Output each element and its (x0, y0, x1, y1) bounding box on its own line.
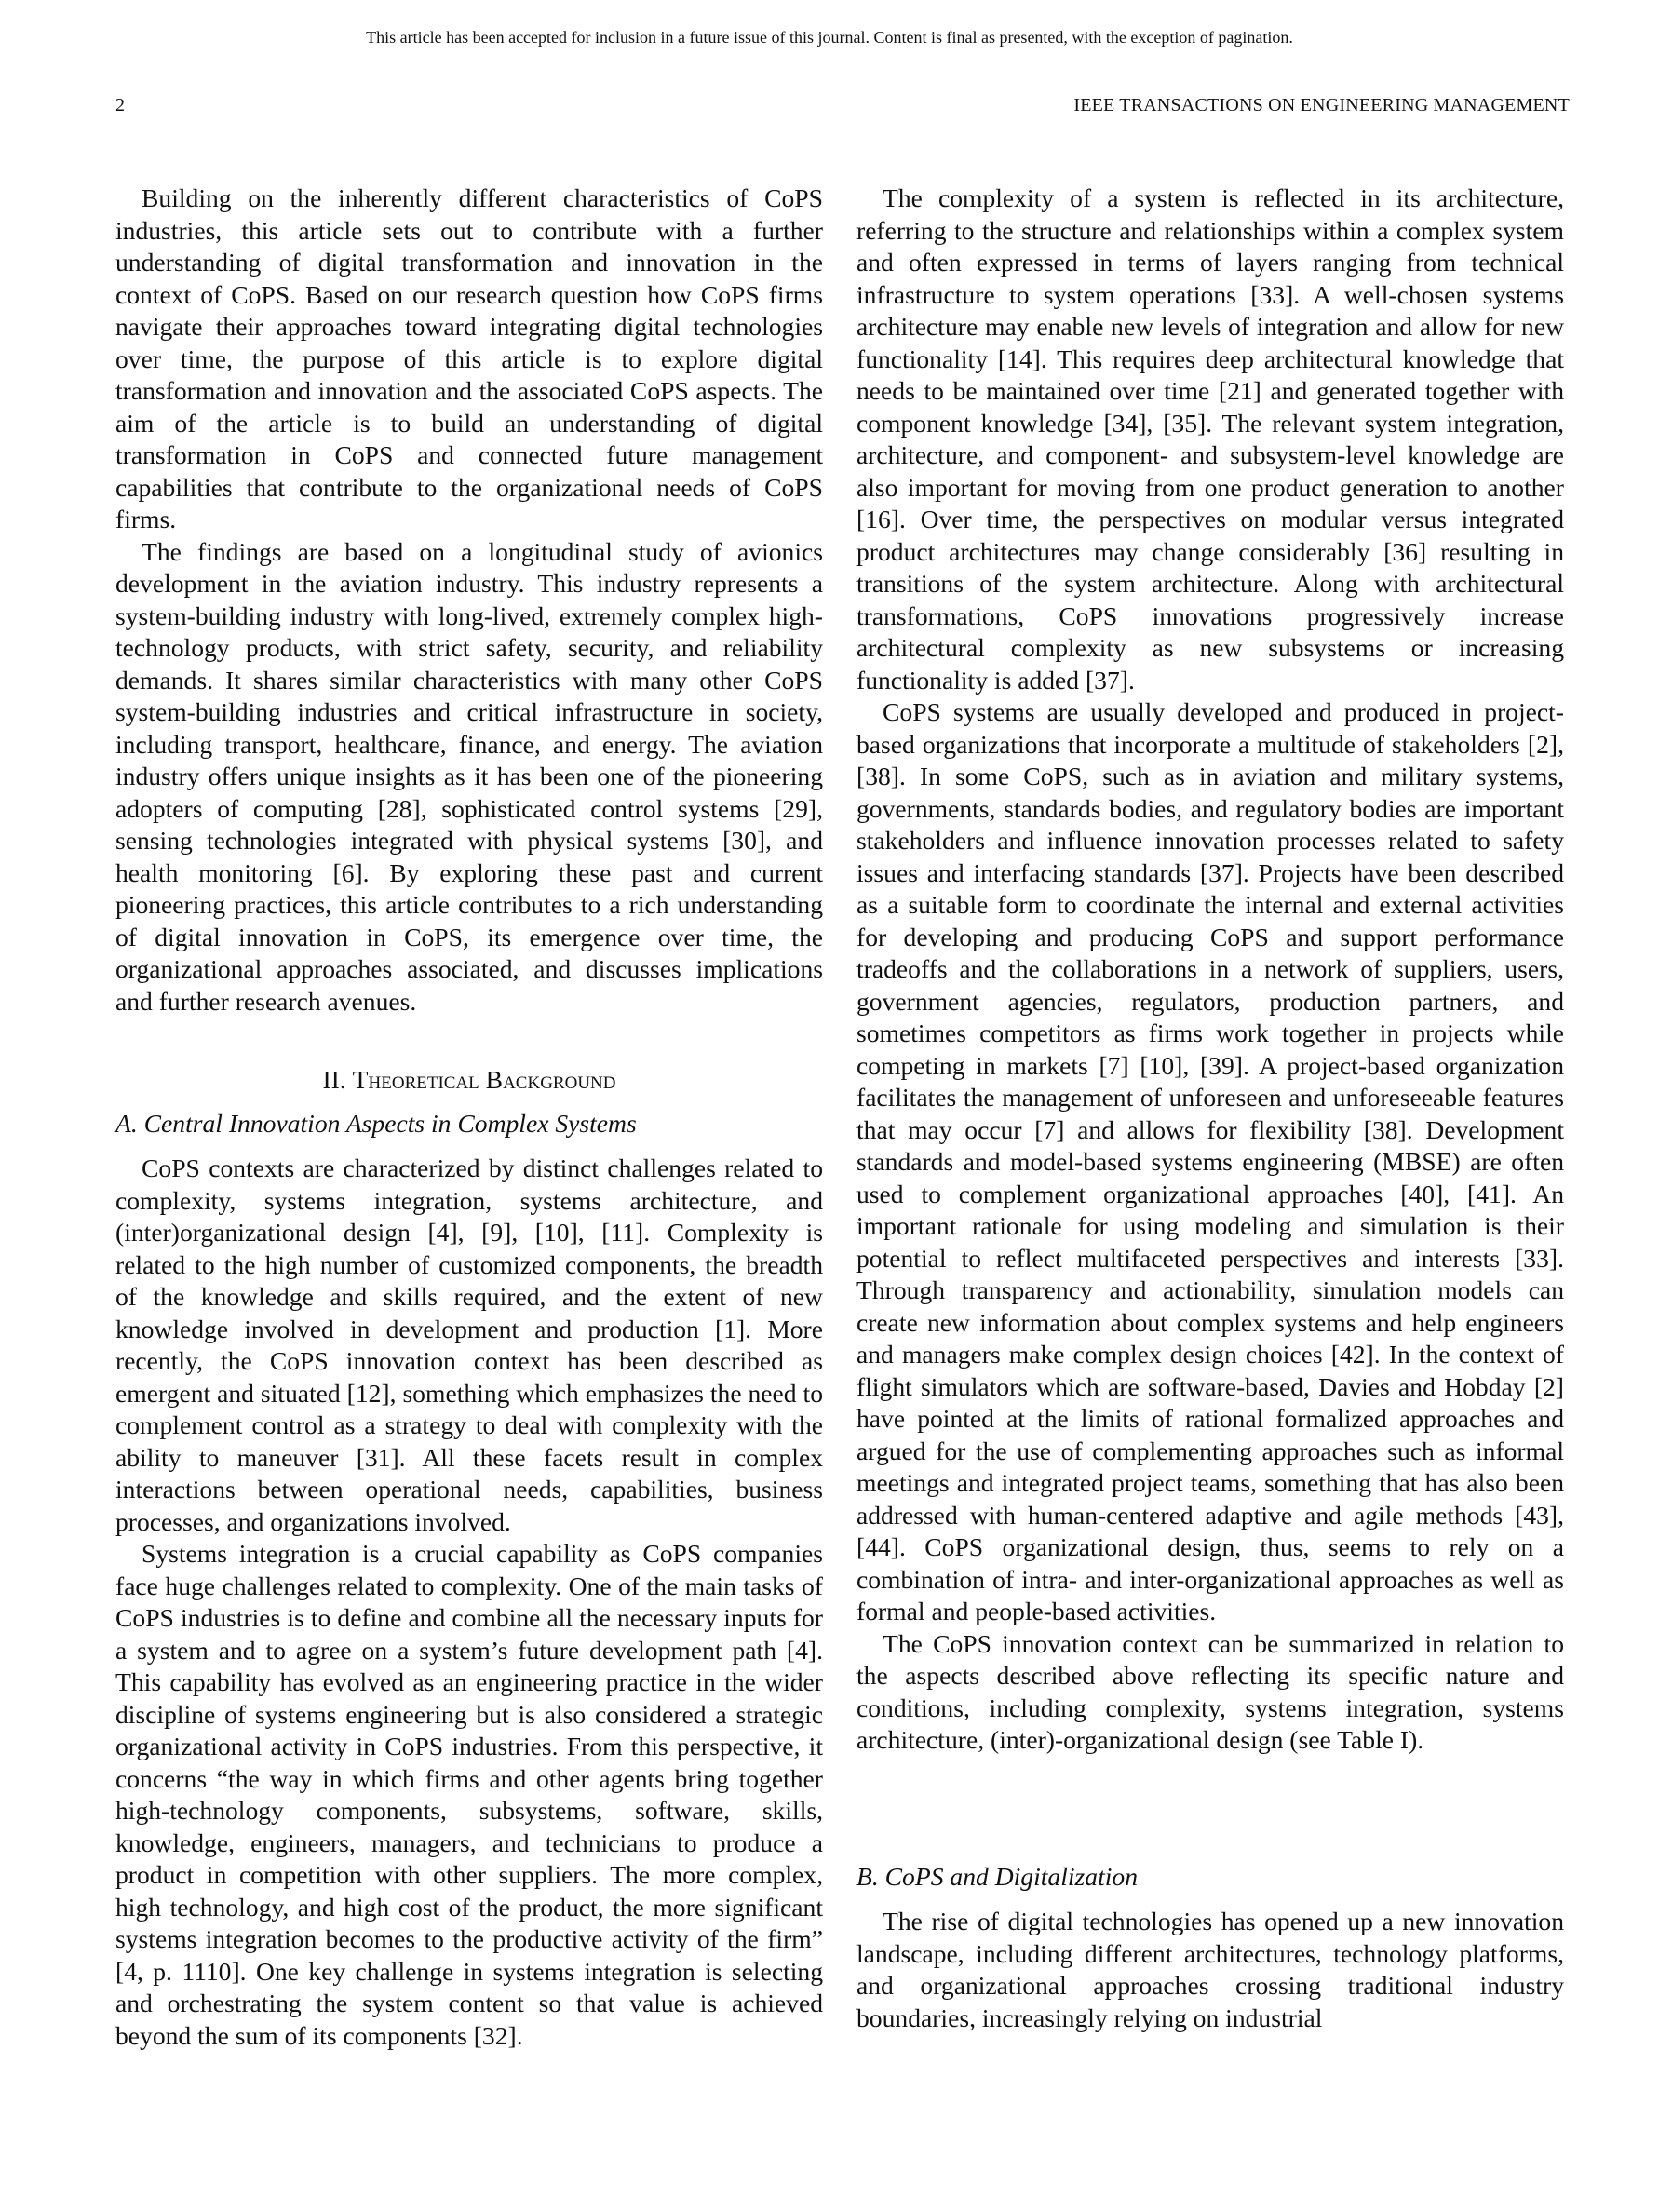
paragraph: The rise of digital technologies has opened up a new innovation landscape, including different architectures, technology platforms, and organizational approaches crossing traditional industry boundaries, increasingly relying on industrial (856, 1907, 1564, 2032)
paragraph: Systems integration is a crucial capability as CoPS companies face huge challenges related to complexity. One of the main tasks of CoPS industries is to define and combine all the necessary inputs for a system and to agree on a system’s future development path [4]. This capability has evolved as an engineering practice in the wider discipline of systems engineering but is also considered a strategic organizational activity in CoPS industries. From this perspective, it concerns “the way in which firms and other agents bring together high-technology components, subsystems, software, skills, knowledge, engineers, managers, and technicians to produce a product in competition with other suppliers. The more complex, high technology, and high cost of the product, the more significant systems integration becomes to the productive activity of the firm” [4, p. 1110]. One key challenge in systems integration is selecting and orchestrating the system content so that value is achieved beyond the sum of its components [32]. (115, 1539, 823, 2050)
page-number: 2 (115, 95, 125, 115)
paragraph: Building on the inherently different characteristics of CoPS industries, this article sets out to contribute with a further understanding of digital transformation and innovation in the context of CoPS. Based on our research question how CoPS firms navigate their approaches toward integrating digital technologies over time, the purpose of this article is to explore digital transformation and innovation and the associated CoPS aspects. The aim of the article is to build an understanding of digital transformation in CoPS and connected future management capabilities that contribute to the organizational needs of CoPS firms. (115, 183, 823, 533)
left-column (115, 182, 823, 2052)
paragraph: CoPS contexts are characterized by distinct challenges related to complexity, systems integration, systems architecture, and (inter)organizational design [4], [9], [10], [11]. Complexity is related to the high number of customized components, the breadth of the knowledge and skills required, and the extent of new knowledge involved in development and production [1]. More recently, the CoPS innovation context has been described as emergent and situated [12], something which emphasizes the need to complement control as a strategy to deal with complexity with the ability to maneuver [31]. All these facets result in complex interactions between operational needs, capabilities, business processes, and organizations involved. (115, 1153, 823, 1536)
paragraph: The findings are based on a longitudinal study of avionics development in the aviation industry. This industry represents a system-building industry with long-lived, extremely complex high-technology products, with strict safety, security, and reliability demands. It shares similar characteristics with many other CoPS system-building industries and critical infrastructure in society, including transport, healthcare, finance, and energy. The aviation industry offers unique insights as it has been one of the pioneering adopters of computing [28], sophisticated control systems [29], sensing technologies integrated with physical systems [30], and health monitoring [6]. By exploring these past and current pioneering practices, this article contributes to a rich understanding of digital innovation in CoPS, its emergence over time, the organizational approaches associated, and discusses implications and further research avenues. (115, 536, 823, 1016)
section-title: Theoretical Background (352, 1065, 616, 1094)
paragraph: CoPS systems are usually developed and produced in project-based organizations that incorporate a multitude of stakeholders [2], [38]. In some CoPS, such as in aviation and military systems, governments, standards bodies, and regulatory bodies are important stakeholders and influence innovation processes related to safety issues and interfacing standards [37]. Projects have been described as a suitable form to coordinate the internal and external activities for developing and producing CoPS and support performance tradeoffs and the collaborations in a network of suppliers, users, government agencies, regulators, production partners, and sometimes competitors as firms work together in projects while competing in markets [7] [10], [39]. A project-based organization facilitates the management of unforeseen and unforeseeable features that may occur [7] and allows for flexibility [38]. Development standards and model-based systems engineering (MBSE) are often used to complement organizational approaches [40], [41]. An important rationale for using modeling and simulation is their potential to reflect multifaceted perspectives and interests [33]. Through transparency and actionability, simulation models can create new information about complex systems and help engineers and managers make complex design choices [42]. In the context of flight simulators which are software-based, Davies and Hobday [2] have pointed at the limits of rational formalized approaches and argued for the use of complementing approaches such as informal meetings and integrated project teams, something that has also been addressed with human-centered adaptive and agile methods [43], [44]. CoPS organizational design, thus, seems to rely on a combination of intra- and inter-organizational approaches as well as formal and people-based activities. (856, 697, 1564, 1625)
subsection-heading-b: B. CoPS and Digitalization (856, 1861, 1139, 1891)
section-number: II. (322, 1065, 346, 1094)
acceptance-notice: This article has been accepted for inclusion in a future issue of this journal. Content is final as presented, with the exception of pagination. (366, 28, 1293, 47)
subsection-heading-a: A. Central Innovation Aspects in Complex Systems (115, 1108, 637, 1138)
right-column (856, 182, 1564, 2034)
paragraph: The CoPS innovation context can be summarized in relation to the aspects described above reflecting its specific nature and conditions, including complexity, systems integration, systems architecture, (inter)-organizational design (see Table I). (856, 1628, 1564, 1754)
section-heading (115, 1064, 823, 1097)
journal-title: IEEE TRANSACTIONS ON ENGINEERING MANAGEMENT (1073, 95, 1570, 115)
paragraph: The complexity of a system is reflected in its architecture, referring to the structure and relationships within a complex system and often expressed in terms of layers ranging from technical infrastructure to system operations [33]. A well-chosen systems architecture may enable new levels of integration and allow for new functionality [14]. This requires deep architectural knowledge that needs to be maintained over time [21] and generated together with component knowledge [34], [35]. The relevant system integration, architecture, and component- and subsystem-level knowledge are also important for moving from one product generation to another [16]. Over time, the perspectives on modular versus integrated product architectures may change considerably [36] resulting in transitions of the system architecture. Along with architectural transformations, CoPS innovations progressively increase architectural complexity as new subsystems or increasing functionality is added [37]. (856, 183, 1564, 695)
